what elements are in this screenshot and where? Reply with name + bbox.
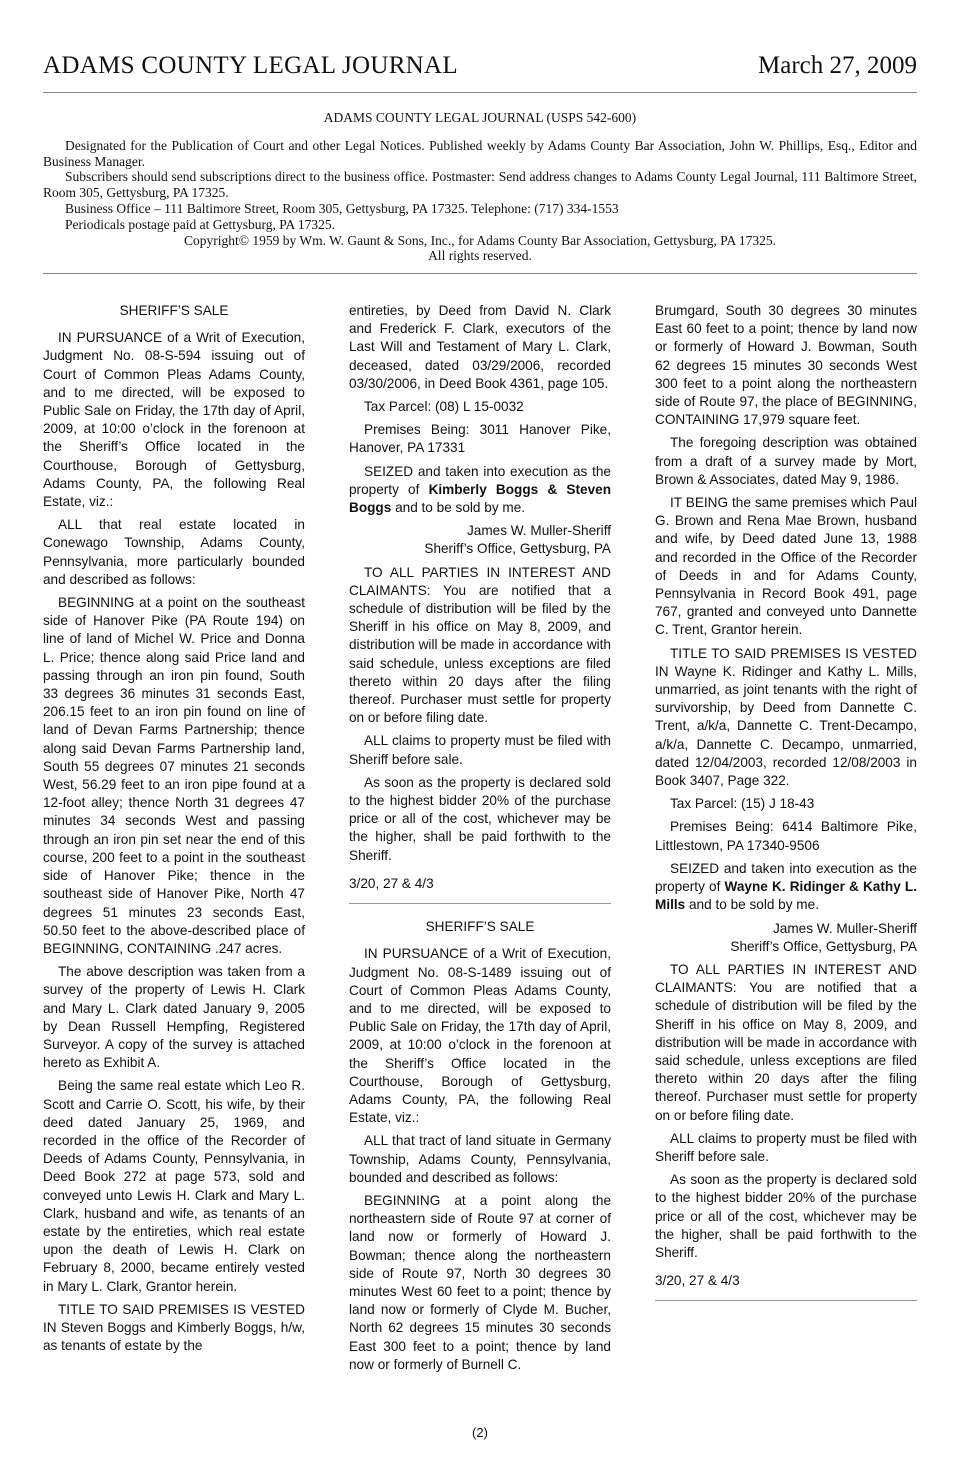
sheriff-name: James W. Muller-Sheriff bbox=[772, 920, 917, 936]
page-number: (2) bbox=[472, 1425, 488, 1440]
column-3 bbox=[655, 302, 917, 1315]
notice-paragraph: Being the same real estate which Leo R. Scott and Carrie O. Scott, his wife, by their deed dated January 25, 1969, and recorded in the office of the Recorder of Deeds of Adams County, Pennsylvania, in Deed Book 272 at page 573, sold and conveyed unto Lewis H. Clark and Mary L. Clark, husband and wife, as tenants of an estate by the entireties, which real estate upon the death of Lewis H. Clark on February 8, 2000, became entirely vested in Mary L. Clark, Grantor herein. bbox=[43, 1078, 305, 1294]
sheriff-office: Sheriff’s Office, Gettysburg, PA bbox=[730, 938, 917, 954]
masthead-business-office: Business Office – 111 Baltimore Street, Room 305, Gettysburg, PA 17325. Telephone: (717) 334-1553 bbox=[65, 200, 619, 216]
notice-paragraph: entireties, by Deed from David N. Clark and Frederick F. Clark, executors of the Last Will and Testament of Mary L. Clark, deceased, dated 03/29/2006, recorded 03/30/2006, in Deed Book 4361, page 105. bbox=[349, 303, 611, 391]
premises: Premises Being: 6414 Baltimore Pike, Littlestown, PA 17340-9506 bbox=[655, 819, 917, 853]
journal-title: ADAMS COUNTY LEGAL JOURNAL bbox=[43, 52, 458, 79]
masthead-copyright: Copyright© 1959 by Wm. W. Gaunt & Sons, Inc., for Adams County Bar Association, Gettysburg, PA 17325. bbox=[183, 232, 777, 248]
claims-notice: ALL claims to property must be filed with Sheriff before sale. bbox=[349, 733, 611, 767]
masthead bbox=[43, 110, 917, 264]
masthead-designation: Designated for the Publication of Court and other Legal Notices. Published weekly by Adams County Bar Association, John W. Phillips, Esq., Editor and Business Manager. bbox=[43, 137, 917, 169]
column-2 bbox=[349, 302, 611, 1379]
defendant-names: Kimberly Boggs & Steven Boggs bbox=[349, 481, 611, 516]
notice-paragraph: BEGINNING at a point on the southeast side of Hanover Pike (PA Route 194) on line of land of Michel W. Price and Donna L. Price; thence along said Price land and passing through an iron pin found, South 33 degrees 36 minutes 31 seconds East, 206.15 feet to an iron pin found on line of land of Devan Farms Partnership; thence along said Devan Farms Partnership land, South 55 degrees 07 minutes 21 seconds West, 56.29 feet to an iron pipe found at a 12-foot alley; thence North 31 degrees 47 minutes 34 seconds West and passing through an iron pin set near the end of this course, 200 feet to a point in the southeast side of Hanover Pike; thence in the southeast side of Hanover Pike, North 47 degrees 51 minutes 23 seconds East, 50.50 feet to the above-described place of BEGINNING, CONTAINING .247 acres. bbox=[43, 595, 305, 956]
notice-paragraph: TITLE TO SAID PREMISES IS VESTED IN Steven Boggs and Kimberly Boggs, h/w, as tenants of estate by the bbox=[43, 1301, 305, 1354]
notice-paragraph: IN PURSUANCE of a Writ of Execution, Judgment No. 08-S-594 issuing out of Court of Common Pleas Adams County, and to me directed, will be exposed to Public Sale on Friday, the 17th day of April, 2009, at 10:00 o’clock in the forenoon at the Sheriff’s Office located in the Courthouse, Borough of Gettysburg, Adams County, PA, the following Real Estate, viz.: bbox=[43, 330, 305, 510]
payment-notice: As soon as the property is declared sold to the highest bidder 20% of the purchase price or all of the cost, whichever may be the higher, shall be paid forthwith to the Sheriff. bbox=[349, 774, 611, 863]
notice-paragraph: The above description was taken from a survey of the property of Lewis H. Clark and Mary L. Clark dated January 9, 2005 by Dean Russell Hempfing, Registered Surveyor. A copy of the survey is attached hereto as Exhibit A. bbox=[43, 964, 305, 1071]
parties-notice: TO ALL PARTIES IN INTEREST AND CLAIMANTS: You are notified that a schedule of distribution will be filed by the Sheriff in his office on May 8, 2009, and distribution will be made in accordance with said schedule, unless exceptions are filed thereto within 20 days after the filing thereof. Purchaser must settle for property on or before filing date. bbox=[655, 961, 917, 1123]
masthead-rights: All rights reserved. bbox=[428, 248, 532, 264]
header-rule bbox=[43, 92, 917, 93]
notice-heading: SHERIFF’S SALE bbox=[119, 303, 229, 318]
sheriff-name: James W. Muller-Sheriff bbox=[466, 523, 611, 539]
notice-paragraph: TITLE TO SAID PREMISES IS VESTED IN Wayne K. Ridinger and Kathy L. Mills, unmarried, as joint tenants with the right of survivorship, by Deed from Dannette C. Trent, a/k/a, Dannette C. Trent-Decampo, a/k/a, Dannette C. Decampo, unmarried, dated 12/04/2003, recorded 12/08/2003 in Book 3407, Page 322. bbox=[655, 645, 917, 789]
notice-paragraph: IN PURSUANCE of a Writ of Execution, Judgment No. 08-S-1489 issuing out of Court of Common Pleas Adams County, and to me directed, will be exposed to Public Sale on Friday, the 17th day of April, 2009, at 10:00 o’clock in the forenoon at the Sheriff’s Office located in the Courthouse, Borough of Gettysburg, Adams County, PA, the following Real Estate, viz.: bbox=[349, 946, 611, 1126]
notice-paragraph: ALL that tract of land situate in Germany Township, Adams County, Pennsylvania, bounded and described as follows: bbox=[349, 1133, 611, 1185]
sheriff-office: Sheriff’s Office, Gettysburg, PA bbox=[424, 541, 611, 557]
defendant-names: Wayne K. Ridinger & Kathy L. Mills bbox=[655, 879, 917, 913]
page-header bbox=[43, 52, 917, 86]
masthead-rule bbox=[43, 273, 917, 274]
masthead-postage: Periodicals postage paid at Gettysburg, PA 17325. bbox=[65, 216, 335, 232]
tax-parcel: Tax Parcel: (15) J 18-43 bbox=[670, 796, 815, 812]
seized-statement bbox=[655, 860, 917, 915]
parties-notice: TO ALL PARTIES IN INTEREST AND CLAIMANTS: You are notified that a schedule of distribution will be filed by the Sheriff in his office on May 8, 2009, and distribution will be made in accordance with said schedule, unless exceptions are filed thereto within 20 days after the filing thereof. Purchaser must settle for property on or before filing date. bbox=[349, 564, 611, 726]
notice-paragraph: Brumgard, South 30 degrees 30 minutes East 60 feet to a point; thence by land now or formerly of Howard J. Bowman, South 62 degrees 15 minutes 30 seconds West 300 feet to a point along the northeastern side of Route 97, the place of BEGINNING, CONTAINING 17,979 square feet. bbox=[655, 303, 917, 428]
publication-dates: 3/20, 27 & 4/3 bbox=[655, 1273, 740, 1289]
masthead-subscriptions: Subscribers should send subscriptions direct to the business office. Postmaster: Send address changes to Adams County Legal Journal, 111 Baltimore Street, Room 305, Gettysburg, PA 17325. bbox=[43, 169, 917, 201]
seized-text: SEIZED and taken into execution as the property of bbox=[349, 463, 611, 497]
seized-text-end: and to be sold by me. bbox=[685, 897, 819, 913]
issue-date: March 27, 2009 bbox=[758, 52, 917, 79]
notice-paragraph: ALL that real estate located in Conewago Township, Adams County, Pennsylvania, more particularly bounded and described as follows: bbox=[43, 517, 305, 587]
notice-divider bbox=[655, 1300, 917, 1301]
premises: Premises Being: 3011 Hanover Pike, Hanover, PA 17331 bbox=[349, 422, 611, 456]
notice-heading: SHERIFF’S SALE bbox=[425, 919, 535, 935]
seized-statement bbox=[349, 463, 611, 518]
publication-dates: 3/20, 27 & 4/3 bbox=[349, 875, 434, 891]
column-1 bbox=[43, 302, 305, 1360]
seized-text: SEIZED and taken into execution as the property of bbox=[655, 860, 917, 895]
notice-paragraph: The foregoing description was obtained from a draft of a survey made by Mort, Brown & Associates, dated May 9, 1986. bbox=[655, 435, 917, 487]
notice-divider bbox=[349, 903, 611, 904]
tax-parcel: Tax Parcel: (08) L 15-0032 bbox=[364, 399, 524, 415]
claims-notice: ALL claims to property must be filed with Sheriff before sale. bbox=[655, 1130, 917, 1164]
seized-text-end: and to be sold by me. bbox=[391, 500, 526, 516]
payment-notice: As soon as the property is declared sold to the highest bidder 20% of the purchase price or all of the cost, whichever may be the higher, shall be paid forthwith to the Sheriff. bbox=[655, 1172, 917, 1260]
masthead-title: ADAMS COUNTY LEGAL JOURNAL (USPS 542-600) bbox=[323, 110, 637, 125]
notice-paragraph: BEGINNING at a point along the northeastern side of Route 97 at corner of land now or formerly of Howard J. Bowman; thence along the northeastern side of Route 97, North 30 degrees 30 minutes West 60 feet to a point; thence by land now or formerly of Clyde M. Bucher, North 62 degrees 15 minutes 30 seconds East 300 feet to a point; thence by land now or formerly of Burnell C. bbox=[349, 1192, 611, 1372]
notice-paragraph: IT BEING the same premises which Paul G. Brown and Rena Mae Brown, husband and wife, by Deed dated June 13, 1988 and recorded in the Office of the Recorder of Deeds in and for Adams County, Pennsylvania in Record Book 491, page 767, granted and conveyed unto Dannette C. Trent, Grantor herein. bbox=[655, 495, 917, 638]
